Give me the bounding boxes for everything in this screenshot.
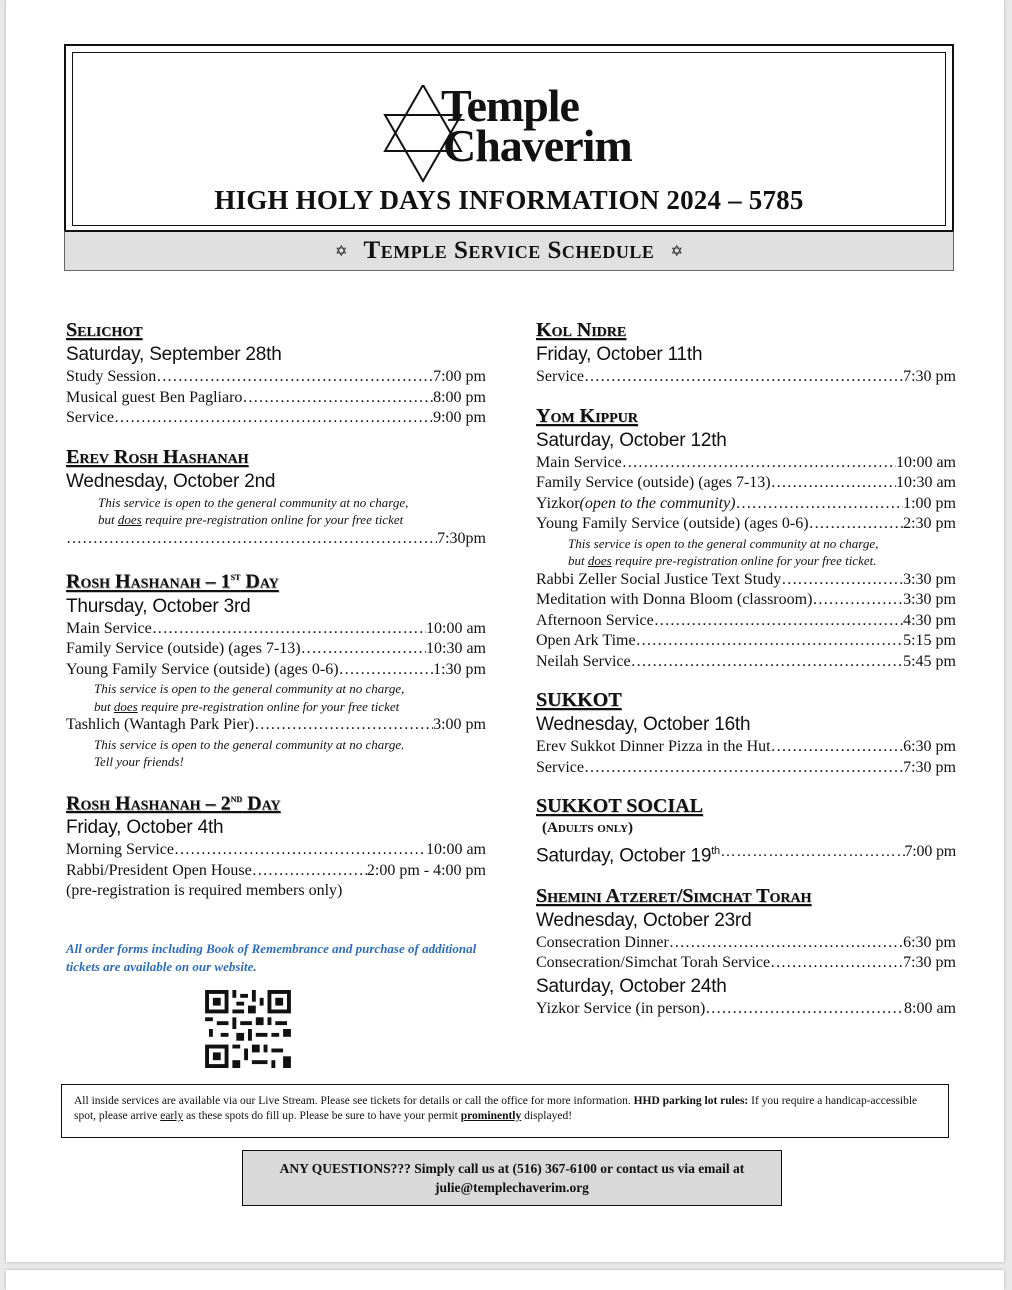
schedule-row: Rabbi Zeller Social Justice Text Study …………………………………………………………………………………………………………………………… 3:30 pm (536, 570, 956, 591)
service-note: This service is open to the general community at no charge, (568, 535, 879, 551)
schedule-row: Erev Sukkot Dinner Pizza in the Hut …………………………………………………………………………………………………………………………… 6:30 pm (536, 737, 956, 758)
section-date: Friday, October 11th (536, 344, 703, 365)
logo-word-chaverim: Chaverim (443, 120, 632, 171)
contact-email-link[interactable]: julie@templechaverim.org (435, 1180, 589, 1195)
page-title: HIGH HOLY DAYS INFORMATION 2024 – 5785 (214, 185, 804, 215)
schedule-row: Afternoon Service …………………………………………………………………………………………………………………………… 4:30 pm (536, 611, 956, 632)
schedule-row: Family Service (outside) (ages 7-13) …………………………………………………………………………………………………………………………… 10:30 am (66, 639, 486, 660)
star-icon: ✡ (670, 243, 684, 260)
section-date: Friday, October 4th (66, 817, 224, 839)
section-date: Saturday, October 24th (536, 975, 727, 997)
prereg-note: (pre-registration is required members only) (66, 882, 343, 900)
schedule-row: Neilah Service …………………………………………………………………………………………………………………………… 5:45 pm (536, 652, 956, 673)
schedule-row: Tashlich (Wantagh Park Pier) …………………………………………………………………………………………………………………………… 3:00 pm (66, 715, 486, 736)
temple-logo (383, 79, 683, 189)
section-rosh-hashanah-day1 (66, 565, 486, 771)
livestream-parking-note: All inside services are available via our Live Stream. Please see tickets for details or call the office for more information. HHD parking lot rules: If you require a handicap-accessible spot, please arrive early as these spots do fill up. Please be sure to have your permit prominently displayed! (61, 1084, 949, 1138)
service-note: This service is open to the general community at no charge. (94, 736, 405, 752)
section-kol-nidre (536, 318, 956, 388)
order-forms-note: All order forms including Book of Remembrance and purchase of additional tickets are available on our website. (66, 941, 477, 974)
section-title: Selichot (66, 319, 143, 341)
section-title: Rosh Hashanah – 2nd Day (66, 792, 281, 815)
section-yom-kippur (536, 404, 956, 673)
right-column (536, 318, 956, 1035)
schedule-row: Young Family Service (outside) (ages 0-6) …………………………………………………………………………………………………………………………… 2:30 pm (536, 514, 956, 535)
header-inner-border (72, 52, 946, 226)
banner-title: Temple Service Schedule (363, 237, 655, 264)
section-title: Shemini Atzeret/Simchat Torah (536, 884, 812, 907)
logo-word-temple: Temple (441, 80, 579, 131)
schedule-row: Study Session …………………………………………………………………………………………………………………………… 7:00 pm (66, 367, 486, 388)
schedule-row: Meditation with Donna Bloom (classroom) …………………………………………………………………………………………………………………………… 3:30 pm (536, 590, 956, 611)
service-note: This service is open to the general community at no charge, (94, 681, 405, 697)
qr-code-icon[interactable] (204, 990, 292, 1068)
section-date: Wednesday, October 16th (536, 714, 751, 735)
next-page-edge (6, 1270, 1004, 1290)
section-subtitle: (Adults only) (542, 820, 634, 836)
section-title: Erev Rosh Hashanah (66, 445, 249, 468)
schedule-row: Consecration Dinner …………………………………………………………………………………………………………………………… 6:30 pm (536, 933, 956, 954)
schedule-row: …………………………………………………………………………………………………………………………… 7:30pm (66, 529, 486, 550)
section-date: Wednesday, October 23rd (536, 909, 752, 931)
schedule-row: Main Service …………………………………………………………………………………………………………………………… 10:00 am (536, 453, 956, 474)
schedule-row: Service …………………………………………………………………………………………………………………………… 9:00 pm (66, 408, 486, 429)
section-title: Rosh Hashanah – 1st Day (66, 570, 279, 593)
service-note: but does require pre-registration online for your free ticket. (568, 553, 877, 568)
section-date: Wednesday, October 2nd (66, 470, 276, 492)
schedule-row: Family Service (outside) (ages 7-13) …………………………………………………………………………………………………………………………… 10:30 am (536, 473, 956, 494)
section-title: SUKKOT (536, 689, 622, 711)
schedule-row: Rabbi/President Open House …………………………………………………………………………………………………………………………… 2:00 pm - 4:00 pm (66, 861, 486, 882)
schedule-row: Morning Service …………………………………………………………………………………………………………………………… 10:00 am (66, 840, 486, 861)
section-title: Kol Nidre (536, 319, 627, 341)
schedule-row: Musical guest Ben Pagliaro …………………………………………………………………………………………………………………………… 8:00 pm (66, 388, 486, 409)
schedule-row: Open Ark Time …………………………………………………………………………………………………………………………… 5:15 pm (536, 631, 956, 652)
header-frame (64, 44, 954, 234)
section-date: Saturday, September 28th (66, 344, 282, 365)
section-title: Yom Kippur (536, 404, 638, 427)
schedule-row: Yizkor Service (in person) …………………………………………………………………………………………………………………………… 8:00 am (536, 999, 956, 1020)
left-column (66, 318, 486, 918)
schedule-row: Consecration/Simchat Torah Service …………………………………………………………………………………………………………………………… 7:30 pm (536, 953, 956, 974)
schedule-row: Saturday, October 19th …………………………………………………………………………………………………………………………… 7:00 pm (536, 839, 956, 868)
document-page (6, 0, 1004, 1262)
section-rosh-hashanah-day2 (66, 787, 486, 902)
contact-line: ANY QUESTIONS??? Simply call us at (516) 367-6100 or contact us via email at (279, 1161, 745, 1176)
section-shemini-atzeret (536, 884, 956, 1020)
service-note: This service is open to the general community at no charge, (98, 494, 409, 510)
service-note: Tell your friends! (94, 754, 184, 770)
section-sukkot (536, 688, 956, 778)
section-sukkot-social (536, 794, 956, 868)
contact-box (242, 1150, 782, 1206)
schedule-row: Main Service …………………………………………………………………………………………………………………………… 10:00 am (66, 619, 486, 640)
section-erev-rosh-hashanah (66, 445, 486, 550)
schedule-row: Yizkor (open to the community) …………………………………………………………………………………………………………………………… 1:00 pm (536, 494, 956, 515)
schedule-row: Service …………………………………………………………………………………………………………………………… 7:30 pm (536, 758, 956, 779)
schedule-row: Young Family Service (outside) (ages 0-6) …………………………………………………………………………………………………………………………… 1:30 pm (66, 660, 486, 681)
schedule-row: Service …………………………………………………………………………………………………………………………… 7:30 pm (536, 367, 956, 388)
section-date: Thursday, October 3rd (66, 595, 251, 617)
section-title: SUKKOT SOCIAL (536, 795, 703, 817)
section-date: Saturday, October 12th (536, 429, 727, 451)
schedule-banner (64, 230, 954, 271)
section-selichot (66, 318, 486, 429)
service-note: but does require pre-registration online for your free ticket (98, 512, 404, 527)
service-note: but does require pre-registration online for your free ticket (94, 698, 400, 714)
star-icon: ✡ (334, 243, 348, 260)
